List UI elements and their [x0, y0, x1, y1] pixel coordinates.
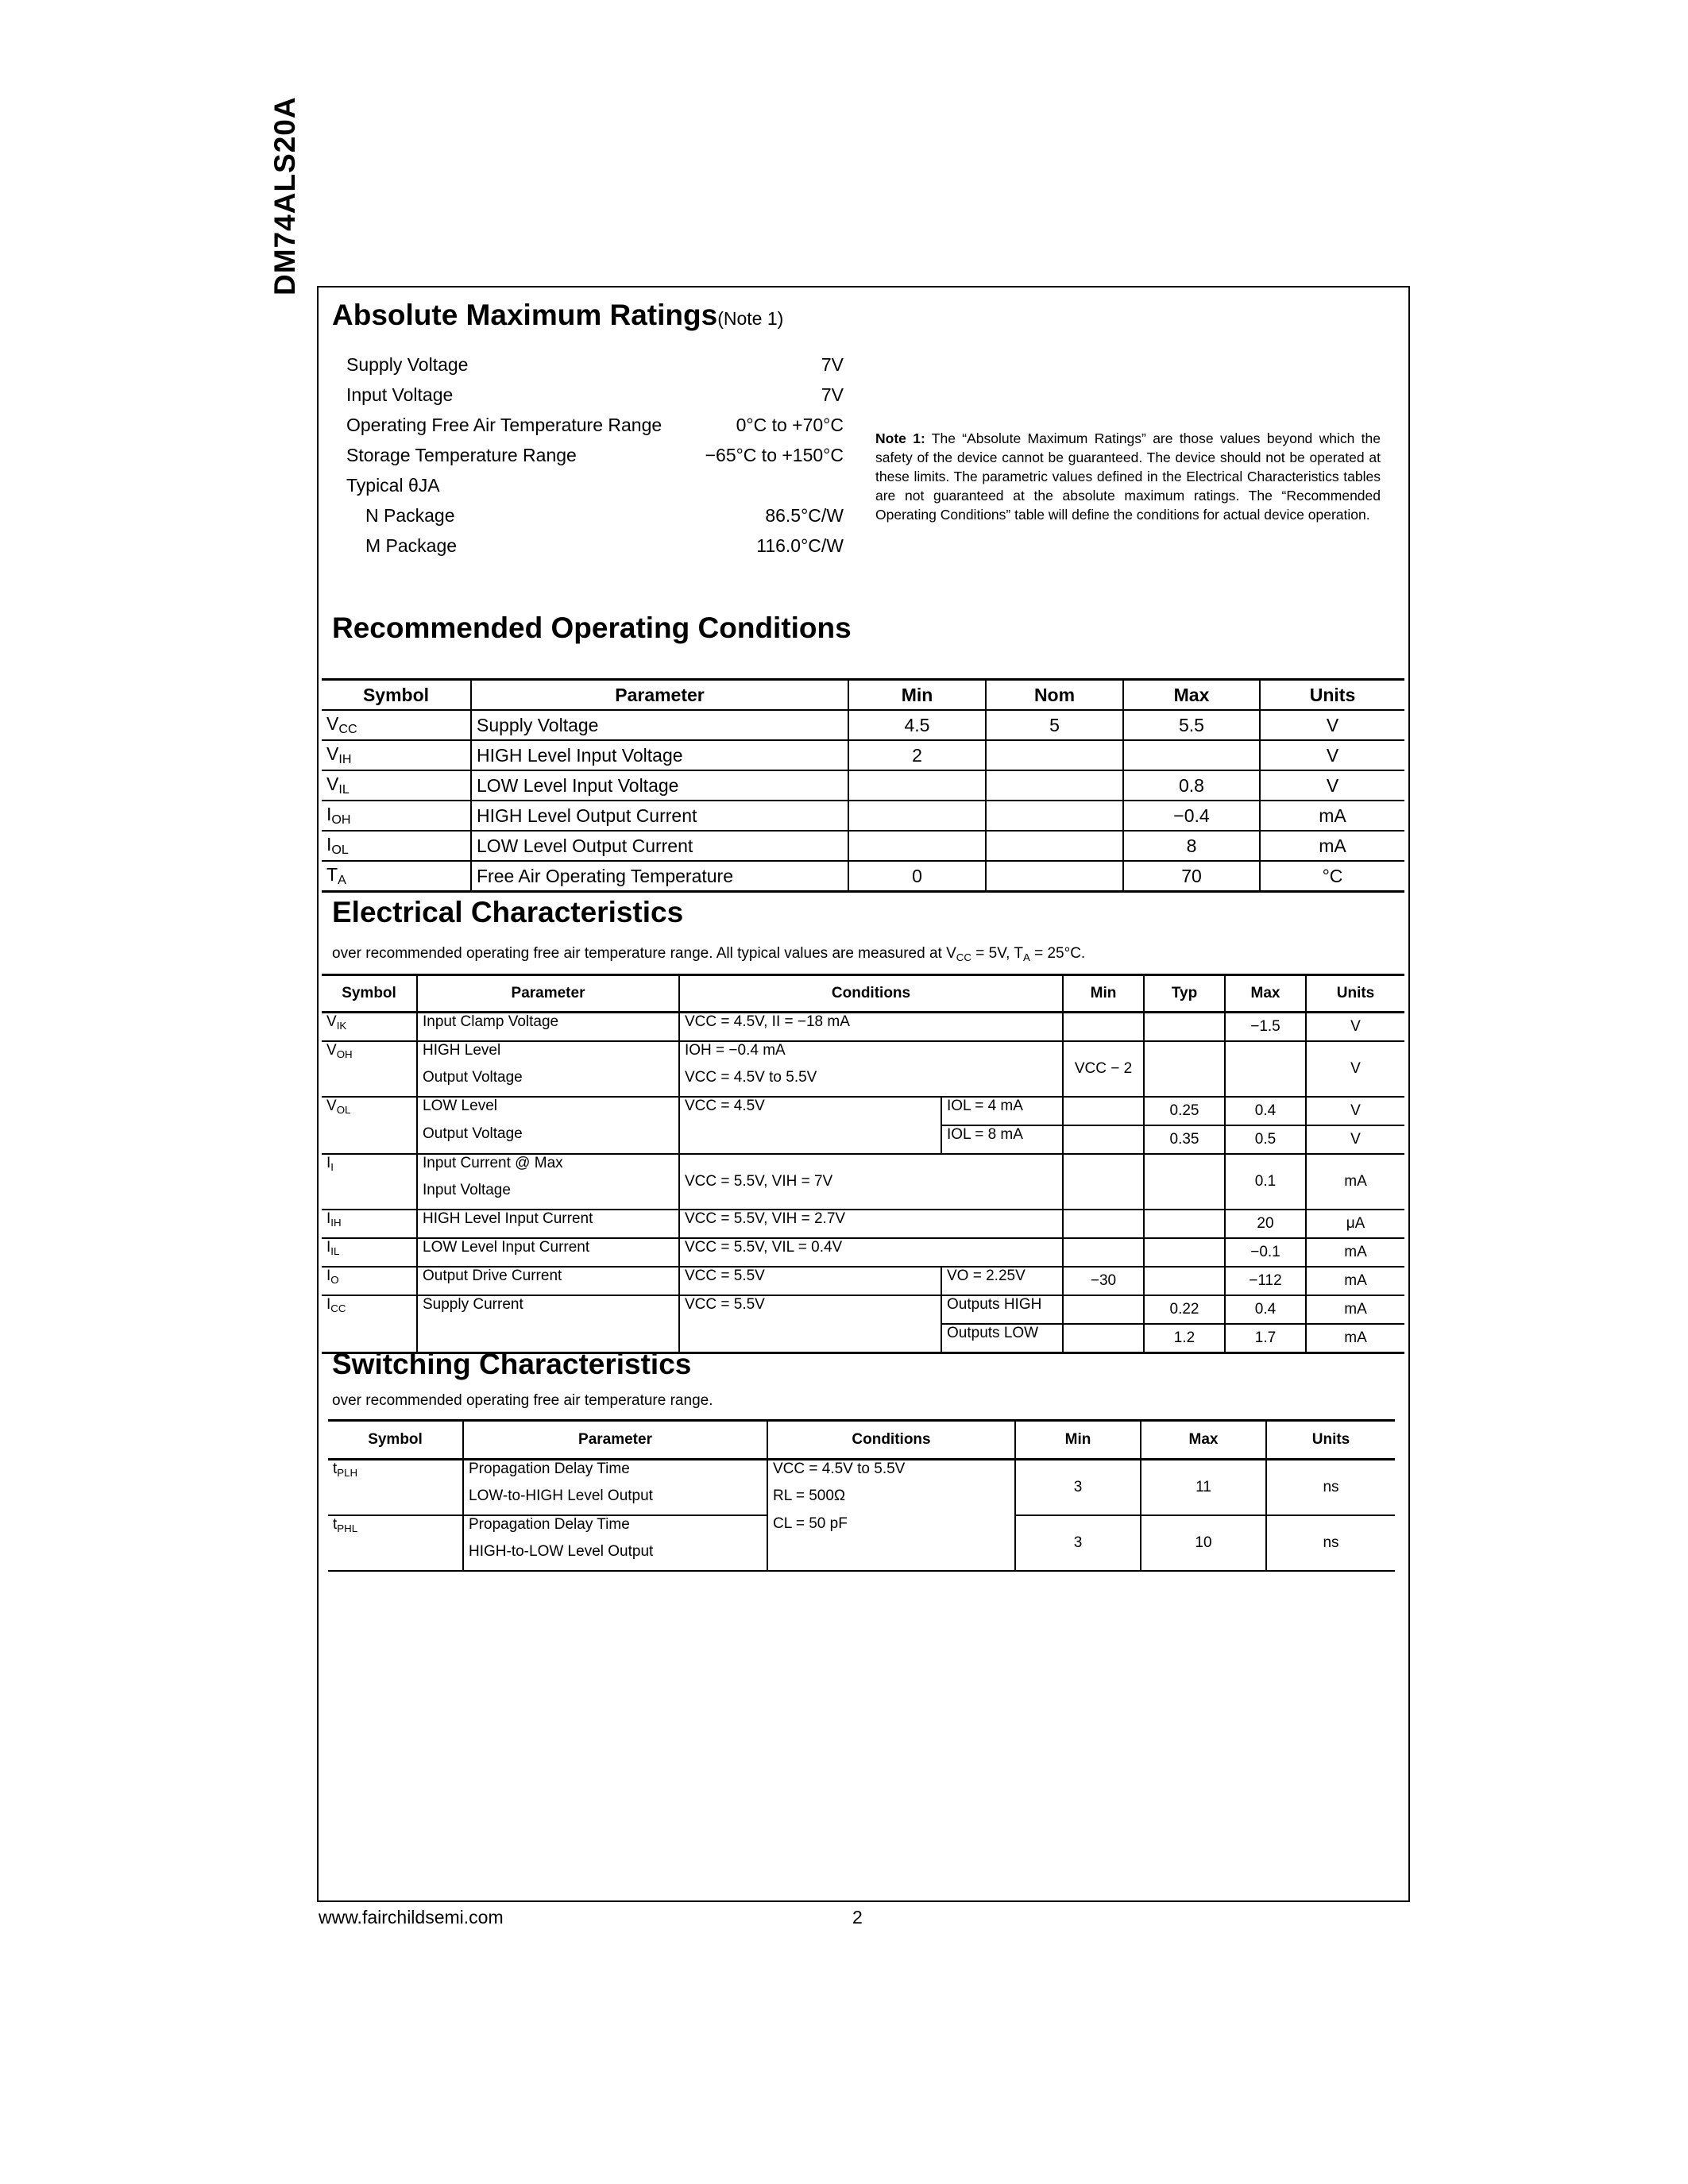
param-cell: Input Current @ Max: [417, 1154, 679, 1182]
symbol-cell: $I_I$: [322, 1154, 417, 1210]
units-cell: μA: [1306, 1210, 1404, 1238]
elec-subtitle: over recommended operating free air temperature range. All typical values are measured at $V_{CC} = 5V$, $T_A = 25^\circ C$.: [332, 945, 1086, 963]
min-cell: [848, 770, 986, 801]
cond-cell: Outputs HIGH: [941, 1295, 1063, 1324]
cond-cell: VCC = 4.5V to 5.5V: [679, 1069, 1063, 1097]
max-cell: 0.1: [1225, 1154, 1306, 1210]
min-cell: 2: [848, 740, 986, 770]
param-cell: HIGH Level Output Current: [471, 801, 848, 831]
col-header: Units: [1266, 1421, 1395, 1460]
typ-cell: [1144, 1013, 1225, 1042]
param-cell: Propagation Delay Time: [463, 1515, 767, 1543]
table-row: [322, 1210, 1404, 1238]
param-cell: HIGH-to-LOW Level Output: [463, 1543, 767, 1571]
amr-label: Typical θJA: [346, 474, 440, 496]
param-cell: LOW Level Input Current: [417, 1238, 679, 1267]
amr-list: [346, 349, 844, 561]
min-cell: 3: [1015, 1515, 1141, 1571]
symbol-cell: $T_A$: [322, 861, 471, 892]
max-cell: [1123, 740, 1260, 770]
max-cell: 11: [1141, 1460, 1266, 1516]
param-cell: HIGH Level Input Voltage: [471, 740, 848, 770]
typ-cell: 0.25: [1144, 1097, 1225, 1125]
elec-table: [322, 974, 1404, 1354]
param-cell: LOW Level: [417, 1097, 679, 1125]
amr-row: [346, 531, 844, 561]
table-row: [322, 1041, 1404, 1069]
elec-title: Electrical Characteristics: [332, 896, 684, 928]
max-cell: 0.4: [1225, 1295, 1306, 1324]
max-cell: −112: [1225, 1267, 1306, 1295]
nom-cell: 5: [986, 710, 1123, 740]
min-cell: [1063, 1097, 1144, 1125]
amr-value: 86.5°C/W: [765, 504, 844, 526]
nom-cell: [986, 770, 1123, 801]
note-1: [875, 429, 1381, 524]
units-cell: V: [1306, 1013, 1404, 1042]
max-cell: 8: [1123, 831, 1260, 861]
footer-url[interactable]: www.fairchildsemi.com: [319, 1907, 504, 1927]
table-row: [322, 1013, 1404, 1042]
table-row: [322, 1295, 1404, 1324]
min-cell: 3: [1015, 1460, 1141, 1516]
symbol-cell: $t_{PLH}$: [328, 1460, 463, 1516]
min-cell: [1063, 1295, 1144, 1324]
nom-cell: [986, 740, 1123, 770]
amr-label: Storage Temperature Range: [346, 444, 577, 465]
max-cell: 20: [1225, 1210, 1306, 1238]
symbol-cell: $I_{CC}$: [322, 1295, 417, 1353]
col-header: Symbol: [322, 680, 471, 711]
min-cell: VCC − 2: [1063, 1041, 1144, 1097]
table-row: [322, 1238, 1404, 1267]
param-cell: Output Voltage: [417, 1125, 679, 1154]
cond-cell: IOL = 4 mA: [941, 1097, 1063, 1125]
max-cell: 0.4: [1225, 1097, 1306, 1125]
min-cell: [1063, 1125, 1144, 1154]
units-cell: mA: [1306, 1154, 1404, 1210]
symbol-cell: $V_{CC}$: [322, 710, 471, 740]
units-cell: V: [1260, 740, 1404, 770]
typ-cell: [1144, 1041, 1225, 1097]
amr-value: 7V: [821, 353, 844, 375]
col-header: Min: [1015, 1421, 1141, 1460]
cond-cell: VO = 2.25V: [941, 1267, 1063, 1295]
max-cell: [1225, 1041, 1306, 1097]
units-cell: mA: [1260, 831, 1404, 861]
units-cell: mA: [1306, 1295, 1404, 1324]
table-row: [322, 1097, 1404, 1125]
units-cell: mA: [1306, 1324, 1404, 1353]
max-cell: −0.4: [1123, 801, 1260, 831]
col-header: Units: [1260, 680, 1404, 711]
min-cell: [1063, 1210, 1144, 1238]
table-row: [322, 861, 1404, 892]
units-cell: V: [1306, 1097, 1404, 1125]
sw-subtitle: over recommended operating free air temperature range.: [332, 1392, 713, 1409]
symbol-cell: $I_{OH}$: [322, 801, 471, 831]
min-cell: [1063, 1154, 1144, 1210]
cond-cell: VCC = 4.5V: [679, 1097, 941, 1154]
amr-label: Operating Free Air Temperature Range: [346, 414, 662, 435]
cond-cell: VCC = 4.5V, II = −18 mA: [679, 1013, 1063, 1042]
units-cell: ns: [1266, 1460, 1395, 1516]
param-cell: Propagation Delay Time: [463, 1460, 767, 1488]
cond-cell: VCC = 5.5V: [679, 1267, 941, 1295]
param-cell: HIGH Level Input Current: [417, 1210, 679, 1238]
typ-cell: [1144, 1267, 1225, 1295]
units-cell: mA: [1306, 1267, 1404, 1295]
col-header: Symbol: [328, 1421, 463, 1460]
max-cell: 10: [1141, 1515, 1266, 1571]
table-row: [322, 831, 1404, 861]
min-cell: [1063, 1238, 1144, 1267]
cond-cell: VCC = 5.5V, VIH = 2.7V: [679, 1210, 1063, 1238]
typ-cell: [1144, 1154, 1225, 1210]
col-header: Conditions: [679, 975, 1063, 1013]
col-header: Parameter: [463, 1421, 767, 1460]
symbol-cell: $I_O$: [322, 1267, 417, 1295]
amr-note-ref: (Note 1): [717, 308, 784, 329]
amr-row: [346, 440, 844, 470]
min-cell: 4.5: [848, 710, 986, 740]
table-row: [328, 1515, 1395, 1543]
col-header: Conditions: [767, 1421, 1015, 1460]
param-cell: LOW Level Input Voltage: [471, 770, 848, 801]
param-cell: Supply Current: [417, 1295, 679, 1353]
sw-table: [328, 1419, 1395, 1572]
nom-cell: [986, 801, 1123, 831]
param-cell: Supply Voltage: [471, 710, 848, 740]
max-cell: 1.7: [1225, 1324, 1306, 1353]
max-cell: −0.1: [1225, 1238, 1306, 1267]
table-row: [322, 710, 1404, 740]
amr-row: [346, 349, 844, 380]
max-cell: 5.5: [1123, 710, 1260, 740]
max-cell: 70: [1123, 861, 1260, 892]
symbol-cell: $V_{IL}$: [322, 770, 471, 801]
amr-label: Input Voltage: [346, 384, 454, 405]
col-header: Typ: [1144, 975, 1225, 1013]
table-row: [328, 1460, 1395, 1488]
units-cell: mA: [1260, 801, 1404, 831]
symbol-cell: $I_{IH}$: [322, 1210, 417, 1238]
symbol-cell: $I_{OL}$: [322, 831, 471, 861]
param-cell: LOW-to-HIGH Level Output: [463, 1488, 767, 1515]
amr-heading: [332, 299, 783, 332]
min-cell: [1063, 1324, 1144, 1353]
table-row: [322, 770, 1404, 801]
units-cell: V: [1306, 1041, 1404, 1097]
table-row: [322, 801, 1404, 831]
symbol-cell: $V_{IK}$: [322, 1013, 417, 1042]
amr-row: [346, 380, 844, 410]
col-header: Units: [1306, 975, 1404, 1013]
amr-label: M Package: [365, 534, 458, 556]
sw-title: Switching Characteristics: [332, 1348, 692, 1380]
param-cell: Input Voltage: [417, 1182, 679, 1210]
amr-value: 7V: [821, 384, 844, 405]
max-cell: 0.5: [1225, 1125, 1306, 1154]
units-cell: mA: [1306, 1238, 1404, 1267]
roc-table: [322, 678, 1404, 893]
units-cell: V: [1260, 710, 1404, 740]
min-cell: [848, 831, 986, 861]
symbol-cell: $t_{PHL}$: [328, 1515, 463, 1571]
col-header: Max: [1141, 1421, 1266, 1460]
typ-cell: 1.2: [1144, 1324, 1225, 1353]
symbol-cell: $V_{OL}$: [322, 1097, 417, 1154]
col-header: Min: [848, 680, 986, 711]
roc-title: Recommended Operating Conditions: [332, 612, 852, 644]
param-cell: Output Voltage: [417, 1069, 679, 1097]
amr-value: 116.0°C/W: [756, 534, 844, 556]
min-cell: −30: [1063, 1267, 1144, 1295]
typ-cell: [1144, 1238, 1225, 1267]
max-cell: 0.8: [1123, 770, 1260, 801]
col-header: Max: [1225, 975, 1306, 1013]
min-cell: [1063, 1013, 1144, 1042]
cond-cell: RL = 500Ω: [767, 1488, 1015, 1515]
amr-value: −65°C to +150°C: [705, 444, 844, 465]
param-cell: Free Air Operating Temperature: [471, 861, 848, 892]
units-cell: ns: [1266, 1515, 1395, 1571]
col-header: Symbol: [322, 975, 417, 1013]
cond-cell: VCC = 4.5V to 5.5V: [767, 1460, 1015, 1488]
col-header: Parameter: [417, 975, 679, 1013]
cond-cell: CL = 50 pF: [767, 1515, 1015, 1543]
nom-cell: [986, 861, 1123, 892]
amr-row: [346, 500, 844, 531]
cond-cell: IOL = 8 mA: [941, 1125, 1063, 1154]
table-row: [322, 1154, 1404, 1182]
note-label: Note 1:: [875, 430, 925, 446]
amr-label: Supply Voltage: [346, 353, 469, 375]
table-row: [322, 1267, 1404, 1295]
amr-label: N Package: [365, 504, 455, 526]
symbol-cell: $V_{IH}$: [322, 740, 471, 770]
units-cell: °C: [1260, 861, 1404, 892]
param-cell: HIGH Level: [417, 1041, 679, 1069]
units-cell: V: [1306, 1125, 1404, 1154]
min-cell: [848, 801, 986, 831]
cond-cell: IOH = −0.4 mA: [679, 1041, 1063, 1069]
units-cell: V: [1260, 770, 1404, 801]
symbol-cell: $V_{OH}$: [322, 1041, 417, 1097]
symbol-cell: $I_{IL}$: [322, 1238, 417, 1267]
typ-cell: 0.22: [1144, 1295, 1225, 1324]
col-header: Nom: [986, 680, 1123, 711]
cond-cell: Outputs LOW: [941, 1324, 1063, 1353]
note-text: The “Absolute Maximum Ratings” are those values beyond which the safety of the device cannot be guaranteed. The device should not be operated at these limits. The parametric values defined in the Electrical Characteristics tables are not guaranteed at the absolute maximum ratings. The “Recommended Operating Conditions” table will define the conditions for actual device operation.: [875, 430, 1381, 523]
param-cell: Input Clamp Voltage: [417, 1013, 679, 1042]
cond-cell: VCC = 5.5V, VIL = 0.4V: [679, 1238, 1063, 1267]
typ-cell: [1144, 1210, 1225, 1238]
amr-row: [346, 410, 844, 440]
cond-cell: VCC = 5.5V: [679, 1295, 941, 1353]
page-number: 2: [852, 1907, 863, 1927]
param-cell: LOW Level Output Current: [471, 831, 848, 861]
min-cell: 0: [848, 861, 986, 892]
amr-row: [346, 470, 844, 500]
cond-cell: VCC = 5.5V, VIH = 7V: [679, 1154, 1063, 1210]
col-header: Parameter: [471, 680, 848, 711]
col-header: Min: [1063, 975, 1144, 1013]
amr-title: Absolute Maximum Ratings: [332, 299, 718, 331]
cond-cell: [767, 1543, 1015, 1571]
part-number-side-title: DM74ALS20A: [268, 96, 301, 295]
nom-cell: [986, 831, 1123, 861]
table-row: [322, 740, 1404, 770]
max-cell: −1.5: [1225, 1013, 1306, 1042]
amr-value: 0°C to +70°C: [736, 414, 844, 435]
typ-cell: 0.35: [1144, 1125, 1225, 1154]
param-cell: Output Drive Current: [417, 1267, 679, 1295]
col-header: Max: [1123, 680, 1260, 711]
